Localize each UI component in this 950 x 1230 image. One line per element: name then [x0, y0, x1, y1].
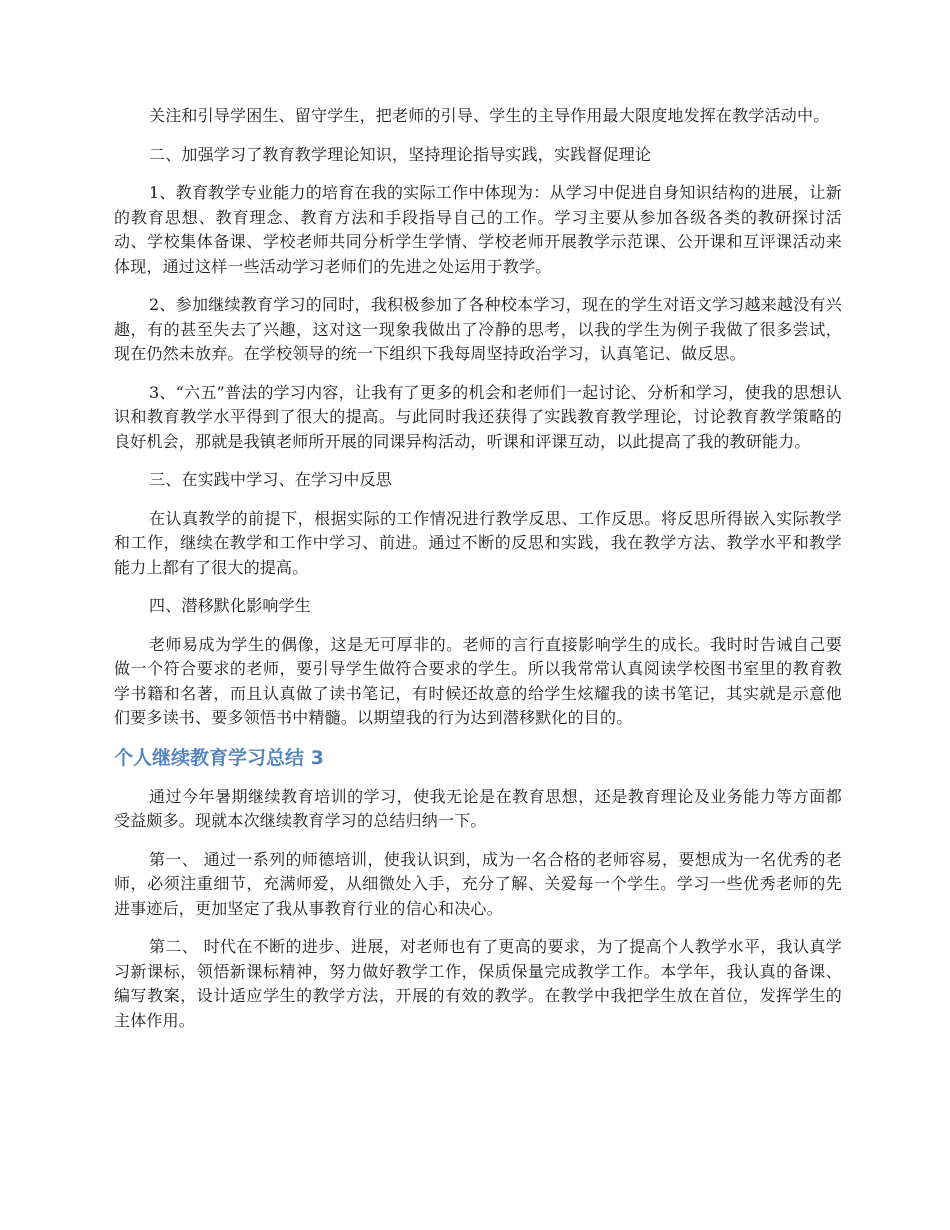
subheading-paragraph: 四、潜移默化影响学生: [149, 596, 312, 615]
paragraph: 通过今年暑期继续教育培训的学习，使我无论是在教育思想，还是教育理论及业务能力等方面都受益颇多。现就本次继续教育学习的总结归纳一下。: [114, 786, 842, 830]
document-page: [114, 104, 842, 1047]
paragraph: 1、教育教学专业能力的培育在我的实际工作中体现为：从学习中促进自身知识结构的进展，让新的教育思想、教育理念、教育方法和手段指导自己的工作。学习主要从参加各级各类的教研探讨活动、学校集体备课、学校老师共同分析学生学情、学校老师开展教学示范课、公开课和互评课活动来体现，通过这样一些活动学习老师们的先进之处运用于教学。: [114, 183, 842, 276]
subheading-paragraph: 三、在实践中学习、在学习中反思: [149, 470, 393, 489]
paragraph: 在认真教学的前提下，根据实际的工作情况进行教学反思、工作反思。将反思所得嵌入实际教学和工作，继续在教学和工作中学习、前进。通过不断的反思和实践，我在教学方法、教学水平和教学能力上都有了很大的提高。: [114, 508, 842, 577]
paragraph: 关注和引导学困生、留守学生，把老师的引导、学生的主导作用最大限度地发挥在教学活动中。: [149, 106, 830, 125]
paragraph: 2、参加继续教育学习的同时，我积极参加了各种校本学习，现在的学生对语文学习越来越没有兴趣，有的甚至失去了兴趣，这对这一现象我做出了冷静的思考，以我的学生为例子我做了很多尝试，现在仍然未放弃。在学校领导的统一下组织下我每周坚持政治学习，认真笔记、做反思。: [114, 295, 842, 363]
paragraph: 第二、 时代在不断的进步、进展，对老师也有了更高的要求，为了提高个人教学水平，我认真学习新课标，领悟新课标精神，努力做好教学工作，保质保量完成教学工作。本学年，我认真的备课、编写教案，设计适应学生的教学方法，开展的有效的教学。在教学中我把学生放在首位，发挥学生的主体作用。: [114, 937, 842, 1030]
subheading-paragraph: 二、加强学习了教育教学理论知识，坚持理论指导实践，实践督促理论: [149, 144, 652, 164]
section-heading: 个人继续教育学习总结 3: [114, 746, 324, 769]
paragraph: 老师易成为学生的偶像，这是无可厚非的。老师的言行直接影响学生的成长。我时时告诫自己要做一个符合要求的老师，要引导学生做符合要求的学生。所以我常常认真阅读学校图书室里的教育教学书籍和名著，而且认真做了读书笔记，有时候还故意的给学生炫耀我的读书笔记，其实就是示意他们要多读书、要多领悟书中精髓。以期望我的行为达到潜移默化的目的。: [114, 634, 842, 727]
paragraph: 第一、 通过一系列的师德培训，使我认识到，成为一名合格的老师容易，要想成为一名优秀的老师，必须注重细节，充满师爱，从细微处入手，充分了解、关爱每一个学生。学习一些优秀老师的先进事迹后，更加坚定了我从事教育行业的信心和决心。: [114, 849, 842, 918]
paragraph: 3、“六五”普法的学习内容，让我有了更多的机会和老师们一起讨论、分析和学习，使我的思想认识和教育教学水平得到了很大的提高。与此同时我还获得了实践教育教学理论，讨论教育教学策略的良好机会，那就是我镇老师所开展的同课异构活动，听课和评课互动，以此提高了我的教研能力。: [114, 382, 842, 451]
